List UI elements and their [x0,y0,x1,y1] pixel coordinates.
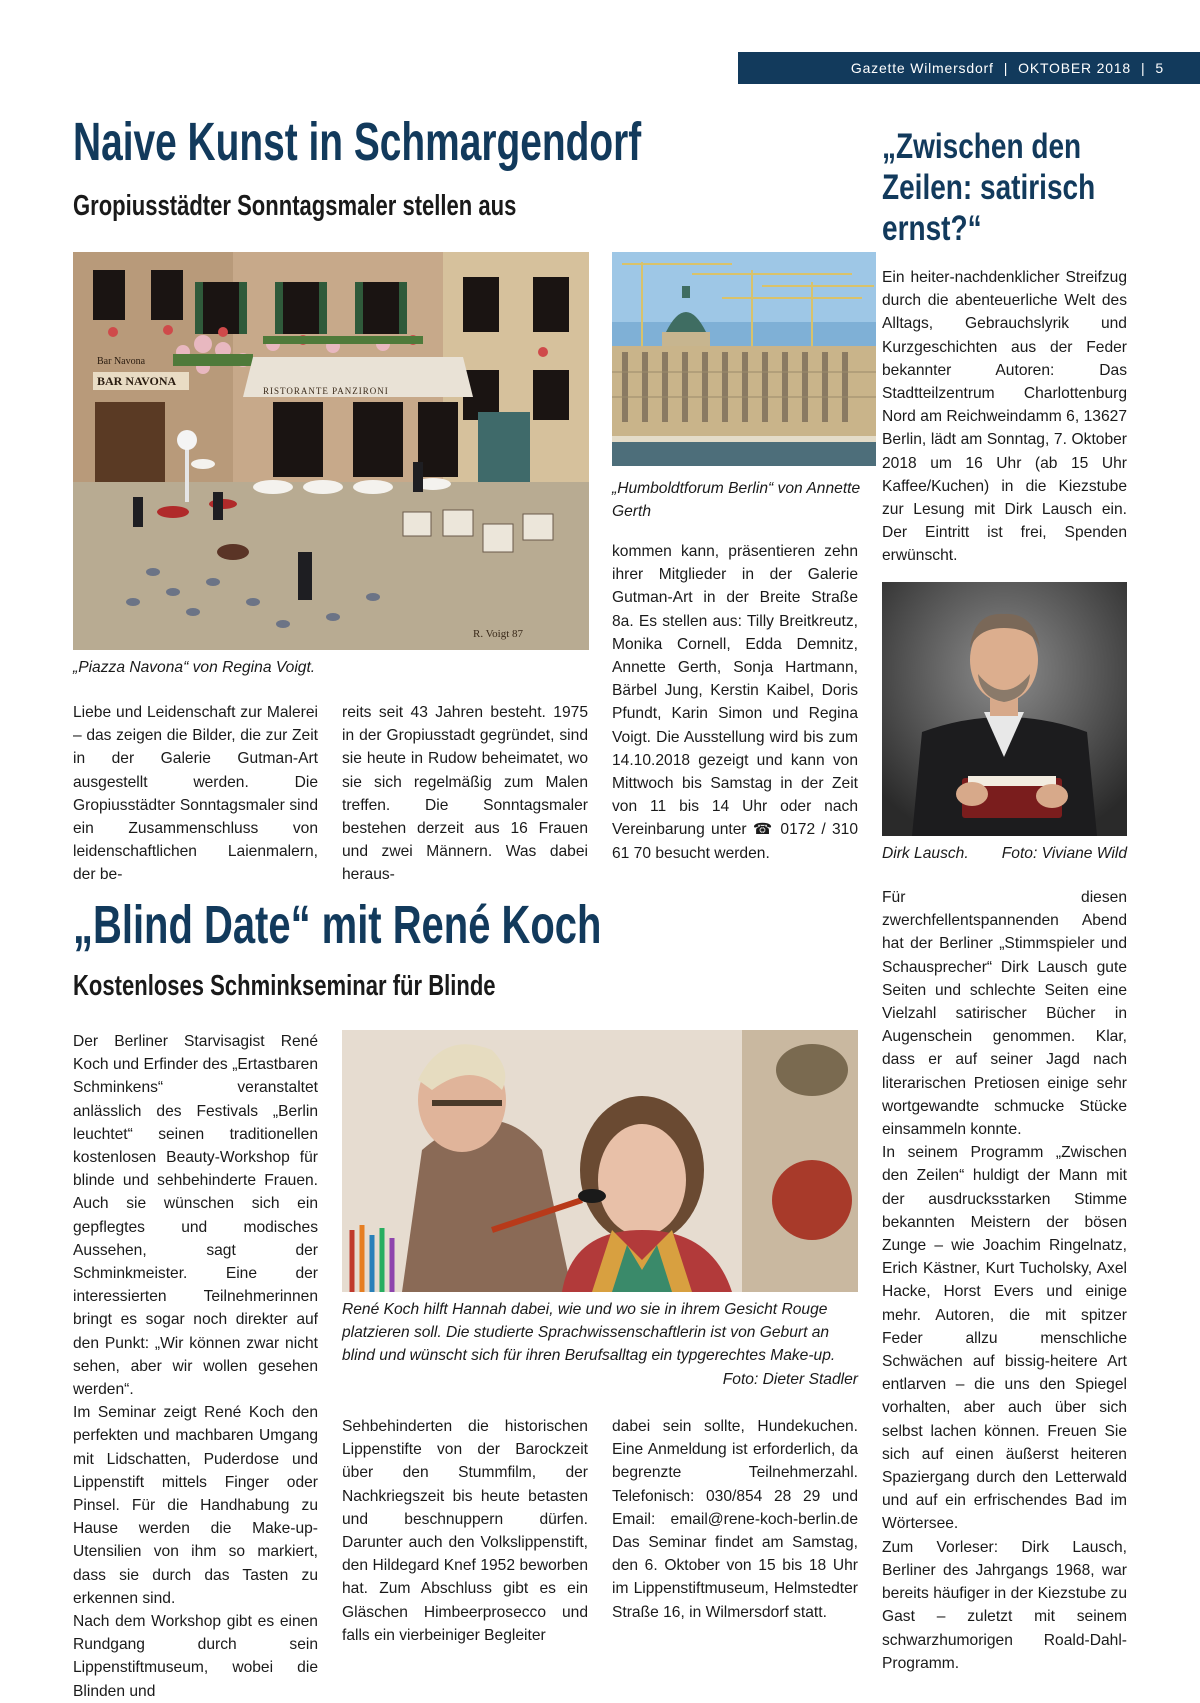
page-header-bar [738,52,1200,84]
article2-paragraph: Der Berliner Starvisagist René Koch und Erfinder des „Ertastbaren Schminkens“ veranstaltet anlässlich des Festivals „Berlin leuchtet“ seinen traditionellen kostenlosen Beauty-Workshop für blinde und sehbehinderte Frauen. Auch sie wünschen sich ein gepflegtes und modisches Aussehen, sagt der Schminkmeister. Eine der interessierten Teilnehmerinnen bringt es sogar noch direkter auf den Punkt: „Wir können zwar nicht sehen, aber wir wollen gesehen werden“. [73,1033,318,1399]
article2-paragraph: Nach dem Workshop gibt es einen Rundgang durch sein Lippenstiftmuseum, wobei die Blinden und [73,1613,318,1700]
sidebar-intro [882,266,1127,568]
ristorante-sign: RISTORANTE PANZIRONI [263,386,389,396]
dirk-lausch-photo [882,582,1127,836]
piazza-navona-artwork [73,252,589,650]
sidebar-paragraph: In seinem Programm „Zwischen den Zeilen“ huldigt der Mann mit der ausdrucksstarken Stimme bekannten Meistern der bösen Zunge – wie Joachim Ringelnatz, Erich Kästner, Kurt Tucholsky, Axel Hacke, Horst Evers und einige mehr. Autoren, die mit spitzer Feder allzu menschliche Schwächen auf bissig-heitere Art entlarven – die uns den Spiegel vorhalten, aber auch über sich selbst lachen können. Freuen Sie sich auf einen äußerst heiteren Spaziergang durch den Letterwald und auf ein erfrischendes Bad im Wörtersee. [882,1144,1127,1533]
article2-paragraph: Im Seminar zeigt René Koch den perfekten und machbaren Umgang mit Lidschatten, Puderdose und Lippenstift mittels Finger oder Pinsel. Für die Handhabung zu Hause werden die Make-up-Utensilien von ihm so markiert, dass sie durch das Tasten zu erkennen sind. [73,1404,318,1607]
photo-caption-credit: Foto: Viviane Wild [1001,845,1127,862]
article1-column-2 [342,701,588,887]
article1-column-3 [612,540,858,865]
publication-name: Gazette Wilmersdorf [850,60,994,76]
article1-subtitle: Gropiusstädter Sonntagsmaler stellen aus [73,190,517,222]
humboldtforum-caption: „Humboldtforum Berlin“ von Annette Gerth [612,480,861,521]
header-separator: | [1140,60,1146,76]
piazza-navona-caption: „Piazza Navona“ von Regina Voigt. [73,659,316,676]
photo-caption-text: René Koch hilft Hannah dabei, wie und wo sie in ihrem Gesicht Rouge platzieren soll. Die studierte Sprachwissenschaftlerin ist von Geburt an blind und wünscht sich für ihren Berufsalltag ein typgerechtes Make-up. [342,1301,836,1365]
article1-paragraph: reits seit 43 Jahren besteht. 1975 in der Gropiusstadt gegründet, sind sie heute in Rudow beheimatet, wo sie sich regelmäßig zum Malen treffen. Die Sonntagsmaler bestehen derzeit aus 16 Frauen und zwei Männern. Was dabei heraus- [342,704,588,884]
painting-signature: R. Voigt 87 [473,628,524,640]
bar-navona-sign: BAR NAVONA [97,374,177,388]
photo-caption-name: Dirk Lausch. [882,845,969,862]
dirk-lausch-photo-caption [882,842,1127,865]
article2-paragraph: dabei sein sollte, Hundekuchen. Eine Anmeldung ist erforderlich, da begrenzte Teilnehmerzahl. Telefonisch: 030/854 28 29 und Email: email@rene-koch-berlin.de Das Seminar findet am Samstag, den 6. Oktober von 15 bis 18 Uhr im Lippenstiftmuseum, Helmstedter Straße 16, in Wilmersdorf statt. [612,1418,858,1621]
sidebar-paragraph: Für diesen zwerchfellentspannenden Abend hat der Berliner „Stimmspieler und Schausprecher“ Dirk Lausch gute Seiten und schlechte Seiten eine Vielzahl satirischer Bücher in Augenschein genommen. Klar, dass er auf seiner Jagd nach literarischen Pretiosen einige sehr wortgewandte schmucke Stücke einsammeln konnte. [882,889,1127,1139]
piazza-navona-painting [73,252,589,650]
humboldtforum-painting [612,252,876,466]
article2-column-3 [612,1415,858,1624]
article1-paragraph: Liebe und Leidenschaft zur Malerei – das zeigen die Bilder, die zur Zeit in der Galerie Gutman-Art ausgestellt werden. Die Gropiusstädter Sonntagsmaler sind ein Zusammenschluss von leidenschaftlichen Laienmalern, der be- [73,704,318,884]
sidebar-title: „Zwischen den Zeilen: satirisch ernst?“ [882,127,1096,248]
sidebar-paragraph: Zum Vorleser: Dirk Lausch, Berliner des Jahrgangs 1968, war bereits häufiger in der Kiezstube zu Gast – zuletzt mit seinem schwarzhumorigen Roald-Dahl-Programm. [882,1538,1127,1672]
article2-column-2 [342,1415,588,1647]
sidebar-intro-text: Ein heiter-nachdenklicher Streifzug durch die abenteuerliche Welt des Alltags, Gebrauchslyrik und Kurzgeschichten aus der Feder bekannter Autoren: Das Stadtteilzentrum Charlottenburg Nord am Reichweindamm 6, 13627 Berlin, lädt am Sonntag, 7. Oktober 2018 um 16 Uhr (ab 15 Uhr Kaffee/Kuchen) in die Kiezstube zur Lesung mit Dirk Lausch ein. Der Eintritt ist frei, Spenden erwünscht. [882,269,1127,565]
article2-subtitle: Kostenloses Schminkseminar für Blinde [73,970,496,1002]
issue-date: OKTOBER 2018 [1018,60,1131,76]
article1-paragraph: kommen kann, präsentieren zehn ihrer Mitglieder in der Galerie Gutman-Art in der Breite Straße 8a. Es stellen aus: Tilly Breitkreutz, Monika Cornell, Edda Demnitz, Annette Gerth, Sonja Hartmann, Bärbel Jung, Kerstin Kaibel, Doris Pfundt, Karin Simon und Regina Voigt. Die Ausstellung wird bis zum 14.10.2018 gezeigt und kann von Mittwoch bis Samstag in der Zeit von 11 bis 14 Uhr oder nach Vereinbarung unter ☎ 0172 / 310 61 70 besucht werden. [612,543,858,862]
header-separator: | [1003,60,1009,76]
bar-navona-small-sign: Bar Navona [97,356,146,367]
article1-column-1 [73,701,318,887]
makeup-scene-illustration [342,1030,858,1292]
article2-paragraph: Sehbehinderten die historischen Lippenstifte von der Barockzeit über den Stummfilm, der Nachkriegszeit bis heute betasten und beschnuppern dürfen. Darunter auch den Volkslippenstift, den Hildegard Knef 1952 beworben hat. Zum Abschluss gibt es ein Gläschen Himbeerprosecco und falls ein vierbeiniger Begleiter [342,1418,588,1644]
sidebar-body [882,886,1127,1675]
page-number: 5 [1155,60,1164,76]
rene-koch-photo-caption [342,1298,858,1391]
humboldtforum-artwork [612,252,876,466]
rene-koch-photo [342,1030,858,1292]
portrait-illustration [882,582,1127,836]
article2-column-1 [73,1030,318,1703]
article1-title: Naive Kunst in Schmargendorf [73,112,642,172]
photo-credit: Foto: Dieter Stadler [722,1370,858,1388]
article2-title: „Blind Date“ mit René Koch [73,895,602,955]
